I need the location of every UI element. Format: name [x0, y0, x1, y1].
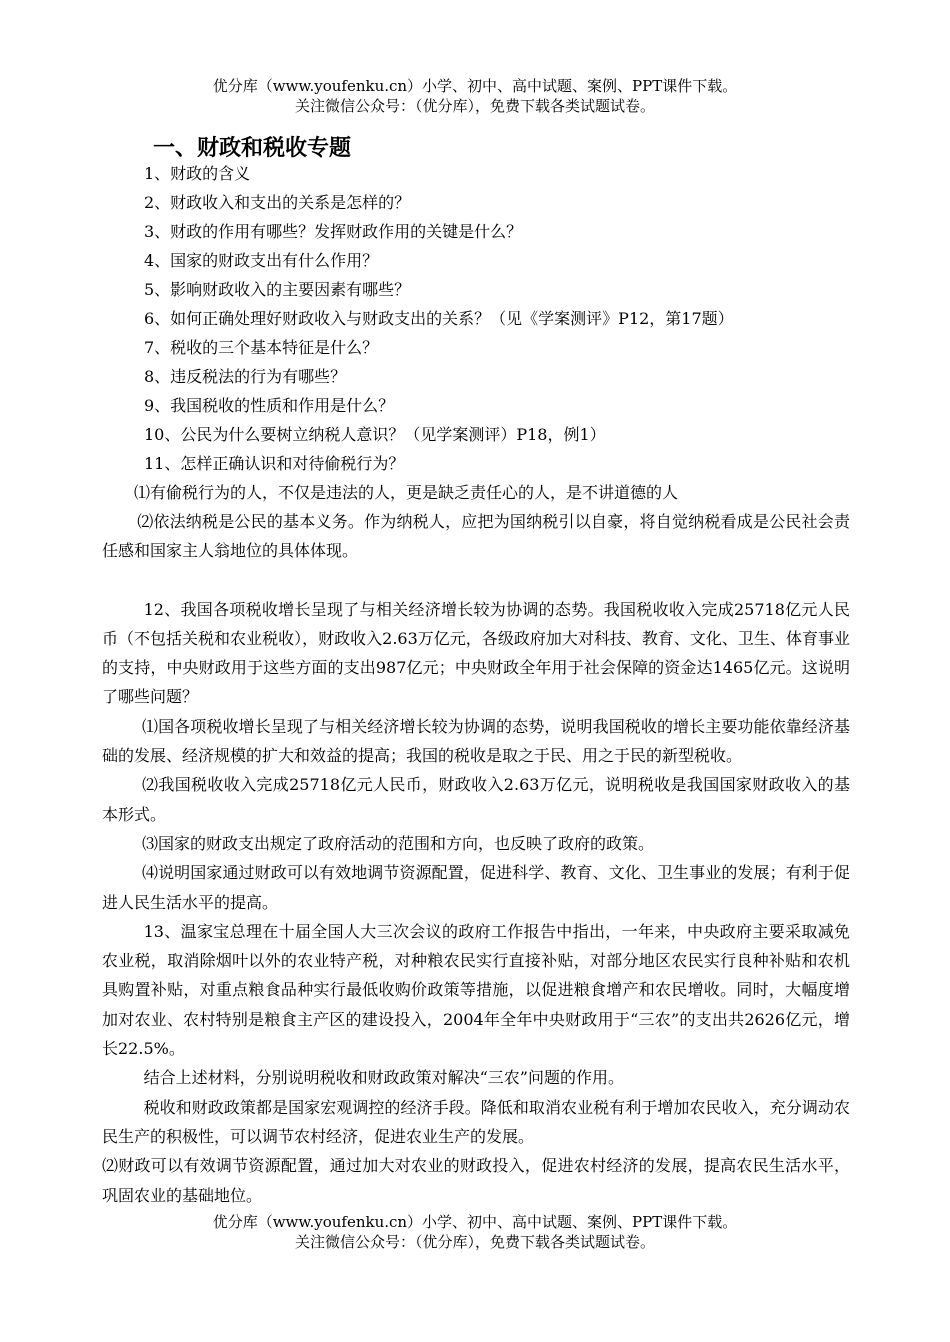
question-11: 11、怎样正确认识和对待偷税行为？ [144, 454, 405, 473]
blank-line [102, 566, 850, 595]
page-footer [0, 1212, 950, 1252]
question-10: 10、公民为什么要树立纳税人意识？（见学案测评）P18，例1） [144, 425, 606, 444]
q11-answer-1: ⑴有偷税行为的人，不仅是违法的人，更是缺乏责任心的人，是不讲道德的人 [134, 483, 679, 502]
footer-line-2: 关注微信公众号：（优分库），免费下载各类试题试卷。 [294, 1233, 655, 1251]
question-9: 9、我国税收的性质和作用是什么？ [144, 396, 395, 415]
page-header [0, 76, 950, 116]
question-1: 1、财政的含义 [144, 164, 251, 183]
header-line-2: 关注微信公众号：（优分库），免费下载各类试题试卷。 [294, 97, 655, 115]
question-13: 13、温家宝总理在十届全国人大三次会议的政府工作报告中指出，一年来，中央政府主要采取减免农业税，取消除烟叶以外的农业特产税，对种粮农民实行直接补贴，对部分地区农民实行良种补贴和农机具购置补贴，对重点粮食品种实行最低收购价政策等措施，以促进粮食增产和农民增收。同时，大幅度增加对农业、农村特别是粮食主产区的建设投入，2004年全年中央财政用于“三农”的支出共2626亿元，增长22.5%。 [102, 921, 850, 1059]
q13-answer-1: 税收和财政政策都是国家宏观调控的经济手段。降低和取消农业税有利于增加农民收入，充分调动农民生产的积极性，可以调节农村经济，促进农业生产的发展。 [102, 1097, 850, 1146]
section-title: 一、财政和税收专题 [153, 136, 352, 161]
q13-answer-2: ⑵财政可以有效调节资源配置，通过加大对农业的财政投入，促进农村经济的发展，提高农民生活水平，巩固农业的基础地位。 [102, 1156, 850, 1205]
question-2: 2、财政收入和支出的关系是怎样的？ [144, 193, 411, 212]
footer-line-1: 优分库（www.youfenku.cn）小学、初中、高中试题、案例、PPT课件下载。 [212, 1213, 738, 1231]
q13-prompt: 结合上述材料，分别说明税收和财政政策对解决“三农”问题的作用。 [143, 1068, 624, 1088]
question-6: 6、如何正确处理好财政收入与财政支出的关系？（见《学案测评》P12，第17题） [144, 309, 734, 328]
question-4: 4、国家的财政支出有什么作用？ [144, 251, 379, 270]
q12-answer-1: ⑴国各项税收增长呈现了与相关经济增长较为协调的态势，说明我国税收的增长主要功能依靠经济基础的发展、经济规模的扩大和效益的提高；我国的税收是取之于民、用之于民的新型税收。 [102, 716, 850, 766]
q12-answer-2: ⑵我国税收收入完成25718亿元人民币，财政收入2.63万亿元，说明税收是我国国家财政收入的基本形式。 [102, 775, 850, 824]
q12-answer-3: ⑶国家的财政支出规定了政府活动的范围和方向，也反映了政府的政策。 [142, 833, 655, 853]
q12-answer-4: ⑷说明国家通过财政可以有效地调节资源配置，促进科学、教育、文化、卫生事业的发展；有利于促进人民生活水平的提高。 [102, 863, 850, 912]
q11-answer-2: ⑵依法纳税是公民的基本义务。作为纳税人，应把为国纳税引以自豪，将自觉纳税看成是公民社会责任感和国家主人翁地位的具体体现。 [102, 512, 850, 561]
document-body [102, 159, 850, 1210]
question-3: 3、财政的作用有哪些？发挥财政作用的关键是什么？ [144, 222, 523, 241]
question-12: 12、我国各项税收增长呈现了与相关经济增长较为协调的态势。我国税收收入完成25718亿元人民币（不包括关税和农业税收），财政收入2.63万亿元，各级政府加大对科技、教育、文化、卫生、体育事业的支持，中央财政用于这些方面的支出987亿元；中央财政全年用于社会保障的资金达1465亿元。这说明了哪些问题？ [102, 599, 850, 707]
question-8: 8、违反税法的行为有哪些？ [144, 367, 347, 386]
question-7: 7、税收的三个基本特征是什么？ [144, 338, 379, 357]
question-5: 5、影响财政收入的主要因素有哪些？ [144, 280, 411, 299]
header-line-1: 优分库（www.youfenku.cn）小学、初中、高中试题、案例、PPT课件下载。 [212, 77, 738, 95]
